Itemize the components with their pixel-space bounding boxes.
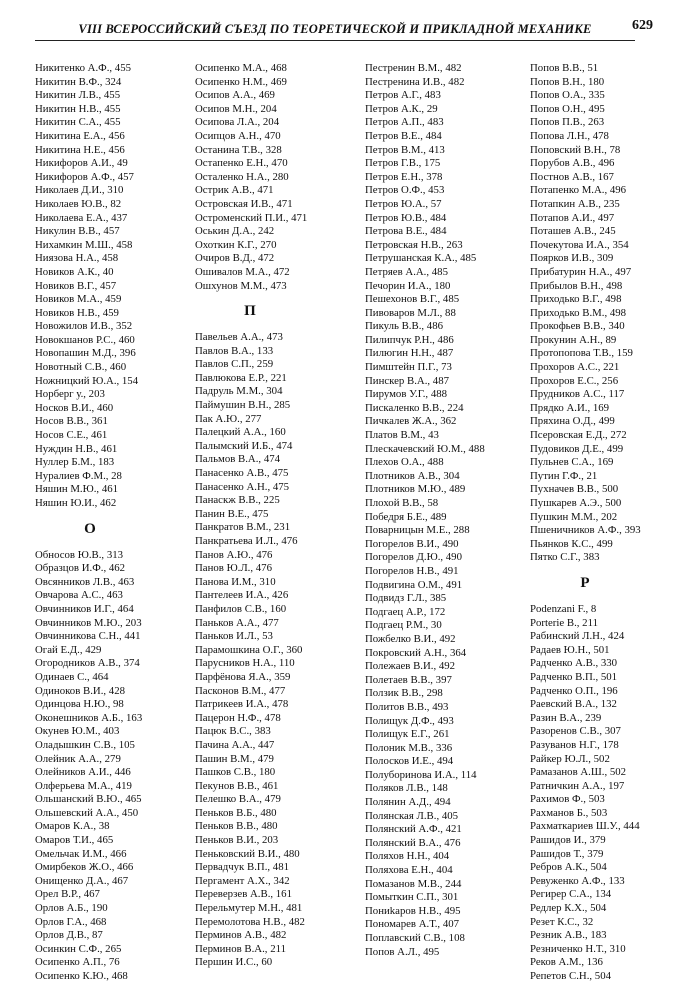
index-entry: Павлюкова Е.Р., 221: [195, 371, 287, 384]
index-entry: Полищук Е.Г., 261: [365, 728, 450, 741]
index-entry: Разуванов Н.Г., 178: [530, 738, 619, 751]
index-entry: Пергамент А.Х., 342: [195, 874, 290, 887]
index-entry: Очиров В.Д., 472: [195, 252, 275, 265]
index-entry: Политов В.В., 493: [365, 700, 449, 713]
index-entry: Никулин В.В., 457: [35, 225, 120, 238]
index-entry: Осипов А.А., 469: [195, 89, 275, 102]
header-title: VIII ВСЕРОССИЙСКИЙ СЪЕЗД ПО ТЕОРЕТИЧЕСКОЙ И ПРИКЛАДНОЙ МЕХАНИКЕ: [78, 22, 592, 36]
index-entry: Огай Е.Д., 429: [35, 643, 102, 656]
index-entry: Никитин С.А., 455: [35, 116, 121, 129]
index-entry: Панкратов В.М., 231: [195, 521, 291, 534]
index-entry: Пожбелко В.И., 492: [365, 632, 456, 645]
index-entry: Пимштейн П.Г., 73: [365, 361, 452, 374]
index-entry: Подгаец А.Р., 172: [365, 605, 446, 618]
index-entry: Поляков Л.В., 148: [365, 782, 448, 795]
index-entry: Омаров К.А., 38: [35, 820, 110, 833]
index-entry: Онищенко Д.А., 467: [35, 874, 129, 887]
index-entry: Овсянников Л.В., 463: [35, 575, 135, 588]
index-entry: Осипенко Н.М., 469: [195, 75, 287, 88]
index-entry: Потапенко М.А., 496: [530, 184, 627, 197]
index-entry: Приходько В.М., 498: [530, 306, 627, 319]
index-entry: Раевский В.А., 132: [530, 698, 617, 711]
index-entry: Пинскер В.А., 487: [365, 374, 450, 387]
index-entry: Никитин В.Ф., 324: [35, 75, 122, 88]
index-entry: Никитенко А.Ф., 455: [35, 62, 132, 74]
index-entry: Поташев А.В., 245: [530, 225, 616, 238]
index-entry: Потапов А.И., 497: [530, 211, 615, 224]
index-entry: Патрикеев И.А., 478: [195, 698, 289, 711]
index-entry: Постнов А.В., 167: [530, 170, 614, 183]
index-column-1: [35, 62, 185, 984]
index-entry: Одинцова Н.Ю., 98: [35, 698, 124, 711]
index-entry: Пудовиков Д.Е., 499: [530, 442, 624, 455]
index-entry: Пальмов В.А., 474: [195, 453, 281, 466]
index-entry: Полянская Л.В., 405: [365, 809, 459, 822]
index-entry: Пестренин В.М., 482: [365, 62, 462, 74]
index-entry: Пивоваров М.Л., 88: [365, 306, 456, 319]
index-entry: Пеньков В.Б., 480: [195, 806, 277, 819]
index-entry: Осипенко М.А., 468: [195, 62, 287, 74]
index-entry: Нихамкин М.Ш., 458: [35, 238, 133, 251]
index-entry: Новопашин М.Д., 396: [35, 347, 136, 360]
section-letter: Р: [580, 574, 590, 591]
index-entry: Регирер С.А., 134: [530, 888, 612, 901]
index-entry: Ниязова Н.А., 458: [35, 252, 119, 265]
index-entry: Попов О.Н., 495: [530, 102, 605, 115]
index-entry: Нуралиев Ф.М., 28: [35, 469, 122, 482]
index-entry: Панасенко А.Н., 475: [195, 480, 290, 493]
page-number: 629: [632, 18, 653, 33]
index-entry: Рабинский Л.Н., 424: [530, 630, 625, 643]
index-entry: Панин В.Е., 475: [195, 507, 269, 520]
index-entry: Паньков А.А., 477: [195, 616, 279, 629]
index-entry: Овчарова А.С., 463: [35, 589, 123, 602]
index-entry: Панфилов С.В., 160: [195, 602, 287, 615]
index-entry: Носков В.И., 460: [35, 401, 114, 414]
index-entry: Образцов И.Ф., 462: [35, 562, 126, 575]
index-entry: Плохой В.В., 58: [365, 497, 439, 509]
index-entry: Поплавский С.В., 108: [365, 932, 465, 944]
index-entry: Ратничкин А.А., 197: [530, 779, 625, 792]
index-entry: Оладышкин С.В., 105: [35, 738, 135, 751]
index-entry: Пульнев С.А., 169: [530, 456, 614, 469]
index-entry: Няшин Ю.И., 462: [35, 497, 117, 509]
index-entry: Рашидов И., 379: [530, 834, 606, 847]
index-entry: Пирумов У.Г., 488: [365, 388, 448, 401]
index-entry: Петров Ю.А., 57: [365, 197, 442, 210]
index-entry: Ошхунов М.М., 473: [195, 279, 287, 292]
index-entry: Райкер Ю.Л., 502: [530, 752, 610, 765]
index-entry: Протопопова Т.В., 159: [530, 347, 633, 360]
index-entry: Омельчак И.М., 466: [35, 847, 127, 860]
index-entry: Прохоров А.С., 221: [530, 361, 620, 374]
index-entry: Пашин В.М., 479: [195, 752, 274, 765]
index-entry: Олейников А.И., 446: [35, 766, 131, 779]
index-entry: Палецкий А.А., 160: [195, 426, 286, 439]
index-entry: Пятко С.Г., 383: [530, 551, 600, 564]
index-entry: Петров В.Е., 484: [365, 129, 442, 142]
index-entry: Петров А.Г., 483: [365, 89, 441, 102]
index-entry: Псеровская Е.Д., 272: [530, 429, 627, 442]
index-entry: Подвигина О.М., 491: [365, 578, 463, 591]
index-entry: Остапенко Е.Н., 470: [195, 157, 288, 170]
index-entry: Пестренина И.В., 482: [365, 75, 465, 88]
index-entry: Николаева Е.А., 437: [35, 211, 128, 224]
index-entry: Рахимов Ф., 503: [530, 793, 605, 806]
running-header: [35, 22, 635, 41]
index-entry: Полянин А.Д., 494: [365, 796, 451, 809]
index-entry: Норберг у., 203: [35, 388, 105, 401]
index-entry: Панасенко А.В., 475: [195, 467, 289, 480]
index-entry: Петров Г.В., 175: [365, 157, 441, 170]
index-entry: Олейник А.А., 279: [35, 752, 121, 765]
index-entry: Павлов В.А., 133: [195, 344, 274, 357]
index-entry: Полищук Д.Ф., 493: [365, 714, 454, 727]
index-entry: Покровский А.Н., 364: [365, 646, 467, 659]
index-entry: Пухначев В.В., 500: [530, 483, 619, 496]
index-entry: Попов П.В., 263: [530, 116, 605, 129]
index-entry: Радченко В.П., 501: [530, 670, 618, 683]
index-entry: Поляхова Е.Н., 404: [365, 864, 453, 877]
index-entry: Новиков В.Г., 457: [35, 279, 117, 292]
index-entry: Перминов А.В., 482: [195, 929, 287, 942]
index-entry: Паньков И.Л., 53: [195, 630, 273, 643]
index-entry: Никитин Л.В., 455: [35, 89, 121, 102]
index-entry: Павельев А.А., 473: [195, 331, 283, 344]
index-entry: Porterie B., 211: [530, 616, 598, 629]
index-entry: Резниченко Н.Т., 310: [530, 942, 626, 955]
index-entry: Пушкарев А.Э., 500: [530, 497, 622, 509]
index-entry: Разин В.А., 239: [530, 711, 602, 724]
index-entry: Разоренов С.В., 307: [530, 725, 621, 738]
index-entry: Перемолотова Н.В., 482: [195, 915, 305, 928]
index-entry: Пешехонов В.Г., 485: [365, 293, 460, 306]
index-entry: Никитина Н.Е., 456: [35, 143, 125, 156]
index-entry: Новиков М.А., 459: [35, 293, 122, 306]
index-entry: Петров О.Ф., 453: [365, 184, 445, 197]
index-entry: Почекутова И.А., 354: [530, 238, 629, 251]
index-entry: Петров А.П., 483: [365, 116, 444, 129]
index-entry: Пикуль В.В., 486: [365, 320, 443, 333]
index-entry: Овчинников И.Г., 464: [35, 602, 134, 615]
index-entry: Носов В.В., 361: [35, 415, 108, 428]
index-entry: Пичкалев Ж.А., 362: [365, 415, 457, 428]
index-entry: Радаев Ю.Н., 501: [530, 643, 610, 656]
index-entry: Петров А.К., 29: [365, 102, 438, 115]
index-entry: Омирбеков Ж.О., 466: [35, 861, 134, 874]
index-entry: Рахматкариев Ш.У., 444: [530, 820, 640, 833]
index-entry: Новиков А.К., 40: [35, 265, 114, 278]
index-entry: Паймушин В.Н., 285: [195, 399, 291, 412]
index-entry: Поярков И.В., 309: [530, 252, 614, 265]
index-entry: Пилюгин Н.Н., 487: [365, 347, 454, 360]
index-entry: Новокшанов Р.С., 460: [35, 333, 135, 346]
index-entry: Плотников А.В., 304: [365, 469, 460, 482]
index-entry: Осипова Л.А., 204: [195, 116, 280, 129]
index-entry: Панаскж В.В., 225: [195, 494, 280, 507]
index-entry: Ошивалов М.А., 472: [195, 265, 290, 278]
index-entry: Одинаев С., 464: [35, 670, 109, 683]
index-entry: Новожилов И.В., 352: [35, 320, 133, 333]
index-entry: Попов В.В., 51: [530, 62, 599, 74]
index-entry: Петрушанская К.А., 485: [365, 252, 477, 265]
index-entry: Пеньков В.И., 203: [195, 834, 279, 847]
index-entry: Парфёнова Я.А., 359: [195, 670, 291, 683]
index-entry: Путин Г.Ф., 21: [530, 469, 598, 482]
index-entry: Пеньковский В.И., 480: [195, 847, 300, 860]
index-entry: Овчинникова С.Н., 441: [35, 630, 141, 643]
index-entry: Редлер К.Х., 504: [530, 902, 607, 915]
index-entry: Осипов М.Н., 204: [195, 102, 277, 115]
index-entry: Нуллер Б.М., 183: [35, 456, 115, 469]
index-entry: Новиков Н.В., 459: [35, 306, 119, 319]
index-entry: Резник А.В., 183: [530, 929, 607, 942]
index-entry: Попова Л.Н., 478: [530, 129, 609, 142]
index-entry: Панов Ю.Л., 476: [195, 562, 272, 575]
index-entry: Приходько В.Г., 498: [530, 293, 622, 306]
index-entry: Орлов А.Б., 190: [35, 902, 108, 915]
index-entry: Радченко О.П., 196: [530, 684, 618, 697]
index-entry: Охоткин К.Г., 270: [195, 238, 277, 251]
index-entry: Перельмутер М.Н., 481: [195, 902, 303, 915]
index-entry: Пономарев А.Т., 407: [365, 918, 460, 931]
index-entry: Першин И.С., 60: [195, 956, 273, 969]
index-entry: Победря Б.Е., 489: [365, 510, 447, 523]
index-entry: Пачина А.А., 447: [195, 738, 275, 751]
index-entry: Орлов Д.В., 87: [35, 929, 103, 942]
index-entry: Пацерон Н.Ф., 478: [195, 711, 281, 724]
index-entry: Омаров Т.И., 465: [35, 834, 114, 847]
index-entry: Осипенко А.П., 76: [35, 956, 120, 969]
index-entry: Радченко А.В., 330: [530, 657, 618, 670]
index-entry: Рахманов Б., 503: [530, 806, 608, 819]
index-entry: Podenzani F., 8: [530, 602, 597, 615]
index-entry: Прядко А.И., 169: [530, 401, 610, 414]
index-entry: Пилипчук Р.Н., 486: [365, 333, 454, 346]
index-entry: Орел В.Р., 467: [35, 888, 100, 901]
index-entry: Репетов С.Н., 504: [530, 970, 611, 982]
index-entry: Пониkаров Н.В., 495: [365, 904, 461, 917]
index-entry: Попов А.Л., 495: [365, 945, 440, 958]
index-entry: Реков А.М., 136: [530, 956, 603, 969]
index-entry: Поповский В.Н., 78: [530, 143, 621, 156]
index-entry: Подгаец Р.М., 30: [365, 619, 442, 632]
index-entry: Полуборинова И.А., 114: [365, 768, 477, 781]
index-entry: Пушкин М.М., 202: [530, 510, 618, 523]
index-entry: Рамазанов А.Ш., 502: [530, 766, 627, 779]
index-entry: Ползик В.В., 298: [365, 687, 443, 700]
index-entry: Никифоров А.И., 49: [35, 157, 128, 170]
index-entry: Платов В.М., 43: [365, 429, 439, 442]
index-entry: Парамошкина О.Г., 360: [195, 643, 303, 656]
index-entry: Погорелов В.И., 490: [365, 537, 459, 550]
index-entry: Пряхина О.Д., 499: [530, 415, 615, 428]
index-entry: Петрова В.Е., 484: [365, 225, 447, 238]
index-entry: Ольшевский А.А., 450: [35, 806, 139, 819]
index-entry: Прибылов В.Н., 498: [530, 279, 623, 292]
index-entry: Парусников Н.А., 110: [195, 657, 295, 670]
index-entry: Пантелеев И.А., 426: [195, 589, 289, 602]
index-entry: Погорелов Н.В., 491: [365, 564, 459, 577]
index-entry: Плескачевский Ю.М., 488: [365, 442, 485, 455]
index-entry: Полетаев В.В., 397: [365, 673, 452, 686]
index-entry: Осипенко К.Ю., 468: [35, 970, 128, 982]
index-entry: Остроменский П.И., 471: [195, 211, 308, 224]
index-entry: Плехов О.А., 488: [365, 456, 444, 469]
index-entry: Оськин Д.А., 242: [195, 225, 275, 238]
index-entry: Плотников М.Ю., 489: [365, 483, 466, 496]
index-entry: Орлов Г.А., 468: [35, 915, 107, 928]
index-entry: Полянский В.А., 476: [365, 836, 461, 849]
index-entry: Ольшанский В.Ю., 465: [35, 793, 142, 806]
index-entry: Островская И.В., 471: [195, 197, 293, 210]
index-entry: Пелешко В.А., 479: [195, 793, 281, 806]
index-entry: Петровская Н.В., 263: [365, 238, 463, 251]
index-entry: Падруль М.М., 304: [195, 385, 283, 398]
index-entry: Помазанов М.В., 244: [365, 877, 462, 890]
index-entry: Поварницын М.Е., 288: [365, 524, 470, 537]
index-entry: Овчинников М.Ю., 203: [35, 616, 142, 629]
section-letter: П: [244, 303, 256, 320]
index-entry: Ревуженко А.Ф., 133: [530, 874, 625, 887]
index-entry: Никитина Е.А., 456: [35, 129, 125, 142]
index-entry: Обносов Ю.В., 313: [35, 548, 124, 561]
index-entry: Пшеничников А.Ф., 393: [530, 524, 641, 537]
index-entry: Полянский А.Ф., 421: [365, 823, 462, 836]
index-entry: Палымский И.Б., 474: [195, 439, 293, 452]
index-entry: Пасконов В.М., 477: [195, 684, 286, 697]
index-entry: Огородников А.В., 374: [35, 657, 140, 670]
index-entry: Панов А.Ю., 476: [195, 548, 273, 561]
index-entry: Потапкин А.В., 235: [530, 197, 620, 210]
index-entry: Няшин М.Ю., 461: [35, 483, 119, 496]
index-entry: Перминов В.А., 211: [195, 942, 286, 955]
index-entry: Первадчук В.П., 481: [195, 861, 289, 874]
index-entry: Николаев Д.И., 310: [35, 184, 124, 197]
index-entry: Полоник М.В., 336: [365, 741, 453, 754]
index-entry: Носов С.Е., 461: [35, 429, 108, 442]
index-column-4: [530, 62, 679, 984]
index-entry: Прохоров Е.С., 256: [530, 374, 619, 387]
index-entry: Одиноков В.И., 428: [35, 684, 125, 697]
index-entry: Помыткин С.П., 301: [365, 891, 459, 904]
index-entry: Никифоров А.Ф., 457: [35, 170, 134, 183]
index-entry: Осинкин С.Ф., 265: [35, 942, 122, 955]
index-entry: Пак А.Ю., 277: [195, 412, 262, 425]
index-entry: Подвидз Г.Л., 385: [365, 592, 447, 605]
index-entry: Переверзев А.В., 161: [195, 888, 292, 901]
index-entry: Пеньков В.В., 480: [195, 820, 278, 833]
index-entry: Петров В.М., 413: [365, 143, 445, 156]
index-entry: Прибатурин Н.А., 497: [530, 265, 632, 278]
index-entry: Попов О.А., 335: [530, 89, 605, 102]
index-entry: Панова И.М., 310: [195, 575, 276, 588]
index-entry: Олферьева М.А., 419: [35, 779, 132, 792]
index-entry: Павлов С.П., 259: [195, 358, 274, 371]
index-entry: Новотный С.В., 460: [35, 361, 127, 374]
index-entry: Прокофьев В.В., 340: [530, 320, 625, 333]
index-entry: Нуждин Н.В., 461: [35, 442, 118, 455]
index-entry: Пьянков К.С., 499: [530, 537, 613, 550]
index-entry: Ребров А.К., 504: [530, 861, 607, 874]
index-entry: Ножницкий Ю.А., 154: [35, 374, 139, 387]
index-entry: Попов В.Н., 180: [530, 75, 605, 88]
index-entry: Острик А.В., 471: [195, 184, 274, 197]
index-entry: Пацюк В.С., 383: [195, 725, 271, 738]
index-entry: Петров Ю.В., 484: [365, 211, 447, 224]
index-entry: Рашидов Т., 379: [530, 847, 604, 860]
index-entry: Порубов А.В., 496: [530, 157, 615, 170]
index-entry: Осталенко Н.А., 280: [195, 170, 289, 183]
index-entry: Останина Т.В., 328: [195, 143, 282, 156]
index-entry: Полежаев В.И., 492: [365, 660, 456, 673]
index-column-3: [365, 62, 515, 959]
index-entry: Прокунин А.Н., 89: [530, 333, 617, 346]
index-entry: Резет К.С., 32: [530, 915, 594, 928]
index-entry: Погорелов Д.Ю., 490: [365, 551, 462, 564]
index-entry: Петров Е.Н., 378: [365, 170, 443, 183]
index-entry: Петряев А.А., 485: [365, 265, 448, 278]
index-entry: Прудников А.С., 117: [530, 388, 625, 401]
index-entry: Пискаленко В.В., 224: [365, 401, 464, 414]
index-entry: Николаев Ю.В., 82: [35, 197, 122, 210]
index-entry: Поляхов Н.Н., 404: [365, 850, 450, 863]
index-entry: Окунев Ю.М., 403: [35, 725, 120, 738]
index-entry: Пекунов В.В., 461: [195, 779, 279, 792]
index-entry: Никитин Н.В., 455: [35, 102, 121, 115]
index-entry: Осипцов А.Н., 470: [195, 129, 281, 142]
index-entry: Печорин И.А., 180: [365, 279, 451, 292]
index-entry: Оконешников А.Б., 163: [35, 711, 143, 724]
index-entry: Пашков С.В., 180: [195, 766, 276, 779]
index-entry: Панкратьева И.Л., 476: [195, 535, 298, 547]
index-entry: Полосков И.Е., 494: [365, 755, 454, 768]
index-column-2: [195, 62, 345, 970]
section-letter: О: [84, 520, 96, 537]
